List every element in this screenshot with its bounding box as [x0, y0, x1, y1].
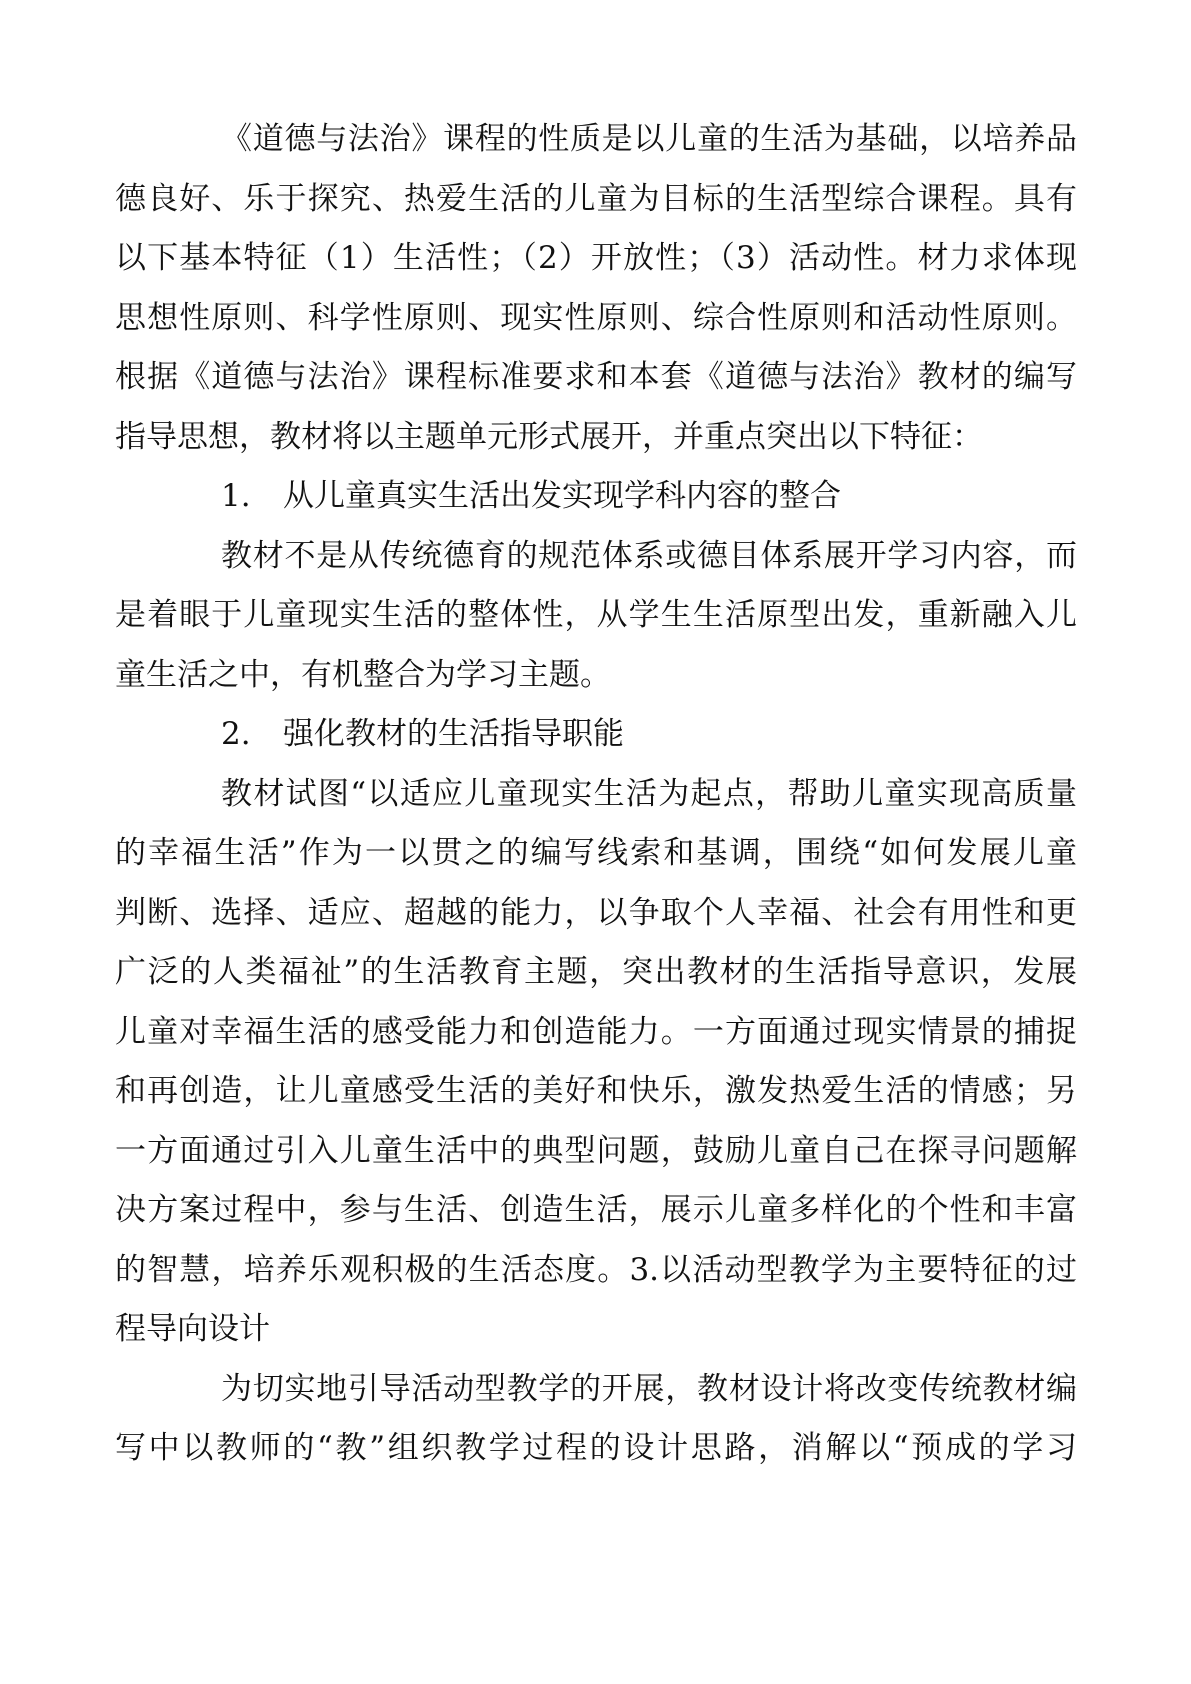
text-line: 德良好、乐于探究、热爱生活的儿童为目标的生活型综合课程。具有 [115, 180, 1077, 217]
text-line: 和再创造，让儿童感受生活的美好和快乐，激发热爱生活的情感；另 [115, 1073, 1077, 1109]
text-line: 的幸福生活”作为一以贯之的编写线索和基调，围绕“如何发展儿童 [115, 835, 1077, 871]
paragraph [115, 110, 1077, 467]
text-line: 童生活之中，有机整合为学习主题。 [115, 656, 611, 693]
paragraph [115, 527, 1077, 706]
text-line: 决方案过程中，参与生活、创造生活，展示儿童多样化的个性和丰富 [115, 1192, 1077, 1228]
section-number: 1. [221, 478, 251, 514]
text-line: 以下基本特征（1）生活性；（2）开放性；（3）活动性。材力求体现 [115, 240, 1077, 276]
text-line: 教材不是从传统德育的规范体系或德目体系展开学习内容，而 [221, 537, 1077, 574]
section-number: 2. [221, 716, 251, 752]
text-line: 指导思想，教材将以主题单元形式展开，并重点突出以下特征： [115, 418, 983, 455]
text-line: 的智慧，培养乐观积极的生活态度。3.以活动型教学为主要特征的过 [115, 1251, 1077, 1288]
paragraph [115, 1360, 1077, 1479]
section-heading [115, 705, 1077, 765]
paragraph [115, 765, 1077, 1360]
section-title: 强化教材的生活指导职能 [283, 716, 624, 752]
text-line: 根据《道德与法治》课程标准要求和本套《道德与法治》教材的编写 [115, 359, 1077, 395]
text-line: 判断、选择、适应、超越的能力，以争取个人幸福、社会有用性和更 [115, 894, 1077, 931]
text-line: 思想性原则、科学性原则、现实性原则、综合性原则和活动性原则。 [115, 299, 1077, 336]
body-text [115, 110, 1077, 1479]
text-line: 一方面通过引入儿童生活中的典型问题，鼓励儿童自己在探寻问题解 [115, 1132, 1077, 1169]
text-line: 广泛的人类福祉”的生活教育主题，突出教材的生活指导意识，发展 [115, 954, 1077, 990]
text-line: 是着眼于儿童现实生活的整体性，从学生生活原型出发，重新融入儿 [115, 597, 1077, 633]
text-line: 写中以教师的“教”组织教学过程的设计思路，消解以“预成的学习 [115, 1430, 1077, 1466]
text-line: 儿童对幸福生活的感受能力和创造能力。一方面通过现实情景的捕捉 [115, 1013, 1077, 1050]
text-line: 《道德与法治》课程的性质是以儿童的生活为基础，以培养品 [221, 121, 1077, 157]
section-heading [115, 467, 1077, 527]
text-line: 为切实地引导活动型教学的开展，教材设计将改变传统教材编 [221, 1370, 1077, 1407]
section-title: 从儿童真实生活出发实现学科内容的整合 [283, 478, 841, 514]
text-line: 程导向设计 [115, 1311, 270, 1347]
text-line: 教材试图“以适应儿童现实生活为起点，帮助儿童实现高质量 [221, 775, 1077, 812]
